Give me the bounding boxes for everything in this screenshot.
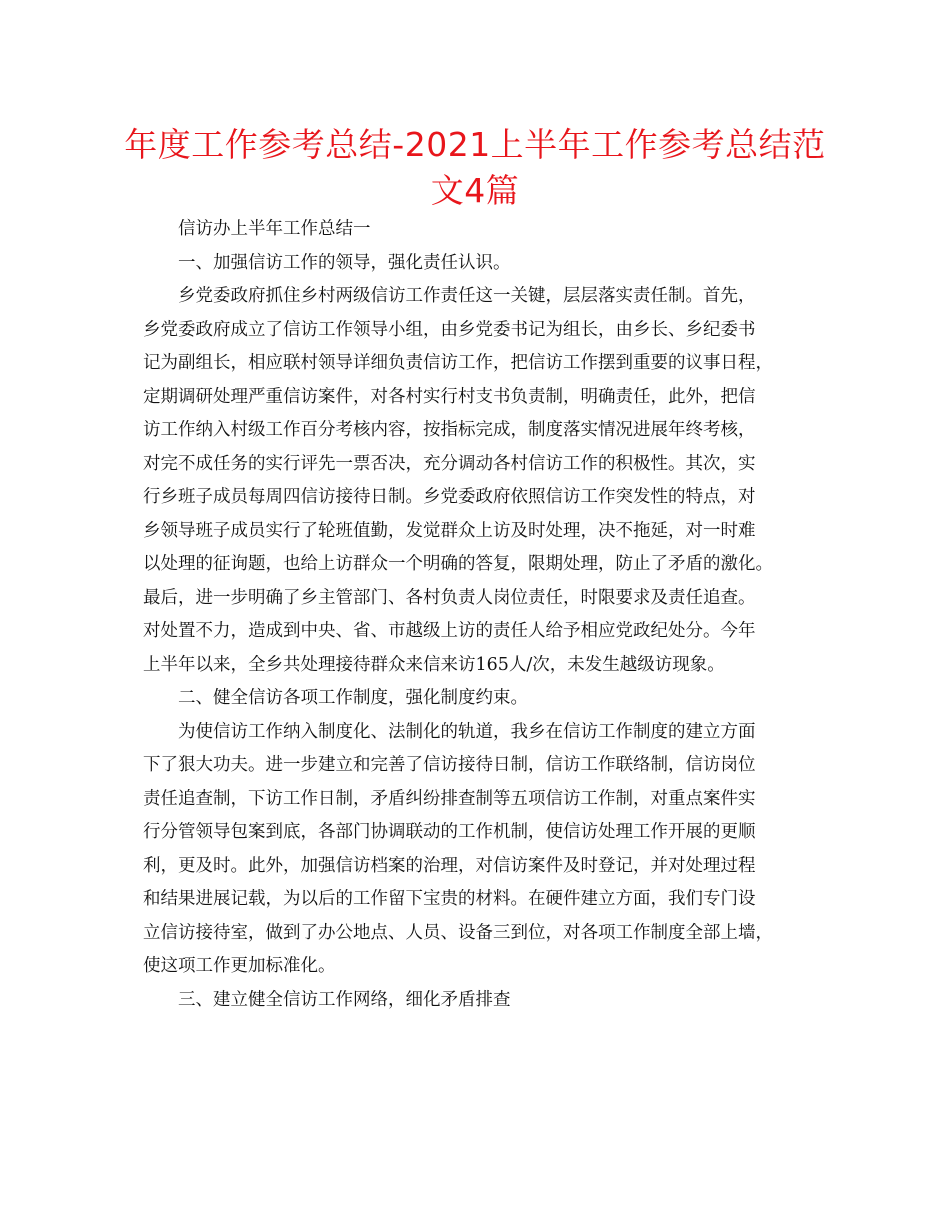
body-line: 三、建立健全信访工作网络，细化矛盾排查 [178, 989, 511, 1010]
body-line: 使这项工作更加标准化。 [143, 956, 336, 976]
document-body [143, 213, 813, 1017]
body-line: 行乡班子成员每周四信访接待日制。乡党委政府依照信访工作突发性的特点，对 [143, 487, 756, 507]
body-line: 乡党委政府成立了信访工作领导小组，由乡党委书记为组长，由乡长、乡纪委书 [143, 319, 756, 340]
body-line: 行分管领导包案到底，各部门协调联动的工作机制，使信访处理工作开展的更顺 [143, 822, 756, 842]
body-line: 访工作纳入村级工作百分考核内容，按指标完成，制度落实情况进展年终考核， [143, 420, 756, 440]
body-line: 下了狠大功夫。进一步建立和完善了信访接待日制，信访工作联络制，信访岗位 [143, 755, 756, 775]
body-line: 对完不成任务的实行评先一票否决，充分调动各村信访工作的积极性。其次，实 [143, 453, 756, 474]
body-line: 二、健全信访各项工作制度，强化制度约束。 [178, 688, 528, 708]
body-line: 立信访接待室，做到了办公地点、人员、设备三到位，对各项工作制度全部上墙， [143, 922, 773, 943]
body-line: 记为副组长，相应联村领导详细负责信访工作，把信访工作摆到重要的议事日程， [143, 353, 773, 373]
body-line: 最后，进一步明确了乡主管部门、各村负责人岗位责任，时限要求及责任追查。 [143, 587, 756, 608]
body-line: 一、加强信访工作的领导，强化责任认识。 [178, 252, 511, 273]
body-line: 责任追查制，下访工作日制，矛盾纠纷排查制等五项信访工作制，对重点案件实 [143, 788, 756, 809]
body-line: 乡党委政府抓住乡村两级信访工作责任这一关键，层层落实责任制。首先， [178, 286, 756, 306]
document-title-line-2: 文4篇 [430, 171, 520, 210]
body-line: 信访办上半年工作总结一 [178, 219, 371, 239]
body-line: 乡领导班子成员实行了轮班值勤，发觉群众上访及时处理，决不拖延，对一时难 [143, 520, 756, 541]
body-line: 上半年以来，全乡共处理接待群众来信来访165人/次，未发生越级访现象。 [143, 654, 725, 675]
body-line: 以处理的征询题，也给上访群众一个明确的答复，限期处理，防止了矛盾的激化。 [143, 554, 773, 574]
body-line: 定期调研处理严重信访案件，对各村实行村支书负责制，明确责任，此外，把信 [143, 386, 756, 407]
body-line: 利，更及时。此外，加强信访档案的治理，对信访案件及时登记，并对处理过程 [143, 855, 756, 876]
body-line: 为使信访工作纳入制度化、法制化的轨道，我乡在信访工作制度的建立方面 [178, 721, 756, 742]
body-line: 对处置不力，造成到中央、省、市越级上访的责任人给予相应党政纪处分。今年 [143, 621, 756, 641]
document-title-line-1: 年度工作参考总结-2021上半年工作参考总结范 [124, 125, 826, 164]
body-line: 和结果进展记载，为以后的工作留下宝贵的材料。在硬件建立方面，我们专门设 [143, 889, 756, 909]
